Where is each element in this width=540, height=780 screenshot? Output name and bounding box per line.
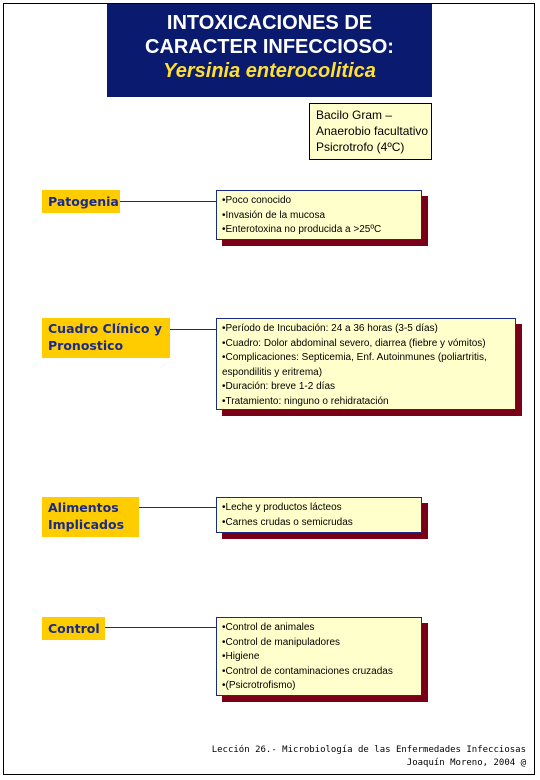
- title-line-2: CARACTER INFECCIOSO:: [145, 36, 394, 58]
- card-face: [216, 190, 422, 240]
- card-face: [216, 497, 422, 533]
- connector-line: [170, 329, 216, 330]
- list-item: •Período de Incubación: 24 a 36 horas (3-5 días): [222, 323, 438, 334]
- list-item: •Leche y productos lácteos: [222, 502, 342, 513]
- section-label-cuadro-clinico: Cuadro Clínico y Pronostico: [42, 318, 170, 358]
- section-label-patogenia: Patogenia: [42, 190, 120, 213]
- card-face: [216, 617, 422, 696]
- list-item: •Control de manipuladores: [222, 636, 341, 648]
- list-item: •Complicaciones: Septicemia, Enf. Autoinmunes (poliartritis, espondilitis y eritrema): [222, 352, 487, 378]
- list-item: •Higiene: [222, 651, 260, 663]
- card-face: [216, 318, 516, 410]
- organism-name: Yersinia enterocolitica: [163, 60, 376, 82]
- list-item: •Tratamiento: ninguno o rehidratación: [222, 395, 389, 407]
- list-item: •Enterotoxina no producida a >25ºC: [222, 224, 382, 236]
- list-item: •Control de animales: [222, 622, 315, 633]
- property-item: Anaerobio facultativo: [316, 124, 429, 138]
- list-item: •Cuadro: Dolor abdominal severo, diarrea (fiebre y vómitos): [222, 337, 486, 349]
- properties-box: [309, 103, 432, 160]
- list-item: •Duración: breve 1-2 días: [222, 381, 336, 393]
- list-item: •(Psicrotrofismo): [222, 680, 296, 692]
- list-item: •Control de contaminaciones cruzadas: [222, 665, 393, 677]
- section-label-alimentos: Alimentos Implicados: [42, 497, 139, 537]
- info-card-alimentos: [216, 497, 422, 533]
- footer-author: Joaquín Moreno, 2004 @: [406, 758, 526, 768]
- property-item: Bacilo Gram –: [316, 108, 393, 122]
- property-item: Psicrotrofo (4ºC): [316, 140, 405, 154]
- list-item: •Poco conocido: [222, 195, 292, 206]
- connector-line: [120, 201, 216, 202]
- title-line-1: INTOXICACIONES DE: [166, 12, 373, 34]
- title-banner: [107, 4, 432, 97]
- connector-line: [139, 507, 216, 508]
- list-item: •Invasión de la mucosa: [222, 209, 326, 221]
- footer-course: Lección 26.- Microbiología de las Enfermedades Infecciosas: [211, 745, 526, 755]
- info-card-cuadro-clinico: [216, 318, 516, 410]
- connector-line: [105, 627, 216, 628]
- page-footer: [212, 744, 526, 770]
- section-label-control: Control: [42, 617, 105, 640]
- list-item: •Carnes crudas o semicrudas: [222, 516, 353, 528]
- info-card-patogenia: [216, 190, 422, 240]
- info-card-control: [216, 617, 422, 696]
